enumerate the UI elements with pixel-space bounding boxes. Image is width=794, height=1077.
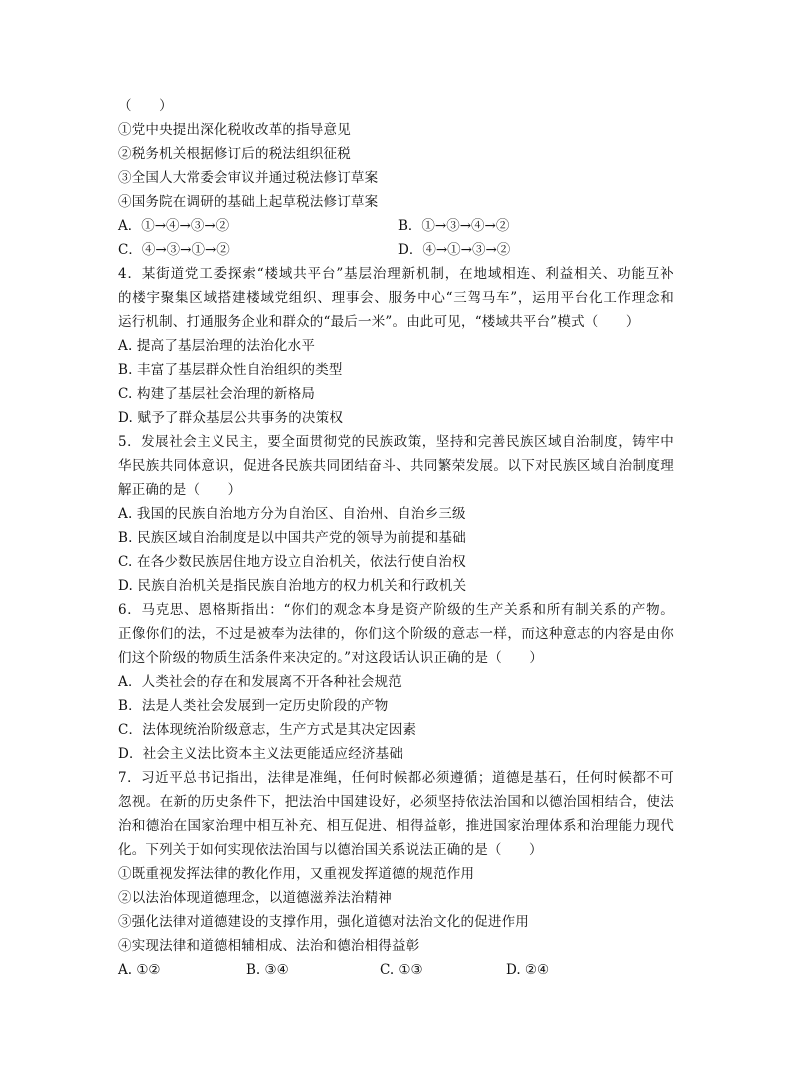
q6-option-c: C．法体现统治阶级意志，生产方式是其决定因素 bbox=[118, 722, 417, 738]
q6-option-b: B．法是人类社会发展到一定历史阶段的产物 bbox=[118, 698, 389, 714]
q6-stem-line-1: 6．马克思、恩格斯指出：“你们的观念本身是资产阶级的生产关系和所有制关系的产物。 bbox=[118, 602, 674, 618]
q7-option-d: D. ②④ bbox=[506, 962, 550, 978]
q7-item-1: ①既重视发挥法律的教化作用，又重视发挥道德的规范作用 bbox=[118, 866, 475, 882]
q7-item-3: ③强化法律对道德建设的支撑作用，强化道德对法治文化的促进作用 bbox=[118, 914, 529, 930]
q4-stem-line-2: 的楼宇聚集区域搭建楼域党组织、理事会、服务中心“三驾马车”，运用平台化工作理念和 bbox=[118, 290, 674, 306]
q7-option-b: B. ③④ bbox=[246, 962, 289, 978]
q7-stem-line-4: 化。下列关于如何实现依法治国与以德治国关系说法正确的是（ ） bbox=[118, 842, 543, 858]
q5-option-c: C. 在各少数民族居住地方设立自治机关，依法行使自治权 bbox=[118, 554, 466, 570]
q3-option-c: C．④→③→①→② bbox=[118, 242, 230, 258]
q3-item-1: ①党中央提出深化税收改革的指导意见 bbox=[118, 122, 351, 138]
q7-item-4: ④实现法律和道德相辅相成、法治和德治相得益彰 bbox=[118, 938, 420, 954]
q4-stem-line-1: 4．某街道党工委探索“楼域共平台”基层治理新机制，在地域相连、利益相关、功能互补 bbox=[118, 266, 674, 282]
q3-bracket: （ ） bbox=[118, 98, 173, 114]
q5-stem-line-3: 解正确的是（ ） bbox=[118, 482, 242, 498]
q4-option-b: B. 丰富了基层群众性自治组织的类型 bbox=[118, 362, 343, 378]
q7-stem-line-2: 忽视。在新的历史条件下，把法治中国建设好，必须坚持依法治国和以德治国相结合，使法 bbox=[118, 794, 674, 810]
q5-option-a: A. 我国的民族自治地方分为自治区、自治州、自治乡三级 bbox=[118, 506, 466, 522]
q5-option-b: B. 民族区域自治制度是以中国共产党的领导为前提和基础 bbox=[118, 530, 466, 546]
q7-option-c: C. ①③ bbox=[380, 962, 423, 978]
q3-item-4: ④国务院在调研的基础上起草税法修订草案 bbox=[118, 194, 379, 210]
q4-option-a: A. 提高了基层治理的法治化水平 bbox=[118, 338, 316, 354]
q4-stem-line-3: 运行机制、打通服务企业和群众的“最后一米”。由此可见，“楼域共平台”模式（ ） bbox=[118, 314, 640, 330]
q6-stem-line-2: 正像你们的法，不过是被奉为法律的，你们这个阶级的意志一样，而这种意志的内容是由你 bbox=[118, 626, 674, 642]
q6-option-a: A．人类社会的存在和发展离不开各种社会规范 bbox=[118, 674, 402, 690]
q5-option-d: D. 民族自治机关是指民族自治地方的权力机关和行政机关 bbox=[118, 578, 467, 594]
q3-item-3: ③全国人大常委会审议并通过税法修订草案 bbox=[118, 170, 379, 186]
q7-stem-line-1: 7．习近平总书记指出，法律是准绳，任何时候都必须遵循；道德是基石，任何时候都不可 bbox=[118, 770, 674, 786]
q7-item-2: ②以法治体现道德理念，以道德滋养法治精神 bbox=[118, 890, 392, 906]
q5-stem-line-2: 华民族共同体意识，促进各民族共同团结奋斗、共同繁荣发展。以下对民族区域自治制度理 bbox=[118, 458, 674, 474]
q6-stem-line-3: 们这个阶级的物质生活条件来决定的。”对这段话认识正确的是（ ） bbox=[118, 650, 544, 666]
q4-option-d: D. 赋予了群众基层公共事务的决策权 bbox=[118, 410, 344, 426]
q4-option-c: C. 构建了基层社会治理的新格局 bbox=[118, 386, 316, 402]
q3-option-b: B．①→③→④→② bbox=[398, 218, 510, 234]
q3-option-d: D．④→①→③→② bbox=[398, 242, 511, 258]
q7-stem-line-3: 治和德治在国家治理中相互补充、相互促进、相得益彰，推进国家治理体系和治理能力现代 bbox=[118, 818, 674, 834]
q3-option-a: A．①→④→③→② bbox=[118, 218, 230, 234]
q6-option-d: D．社会主义法比资本主义法更能适应经济基础 bbox=[118, 746, 404, 762]
q7-option-a: A. ①② bbox=[118, 962, 161, 978]
q5-stem-line-1: 5．发展社会主义民主，要全面贯彻党的民族政策，坚持和完善民族区域自治制度，铸牢中 bbox=[118, 434, 674, 450]
q3-item-2: ②税务机关根据修订后的税法组织征税 bbox=[118, 146, 351, 162]
